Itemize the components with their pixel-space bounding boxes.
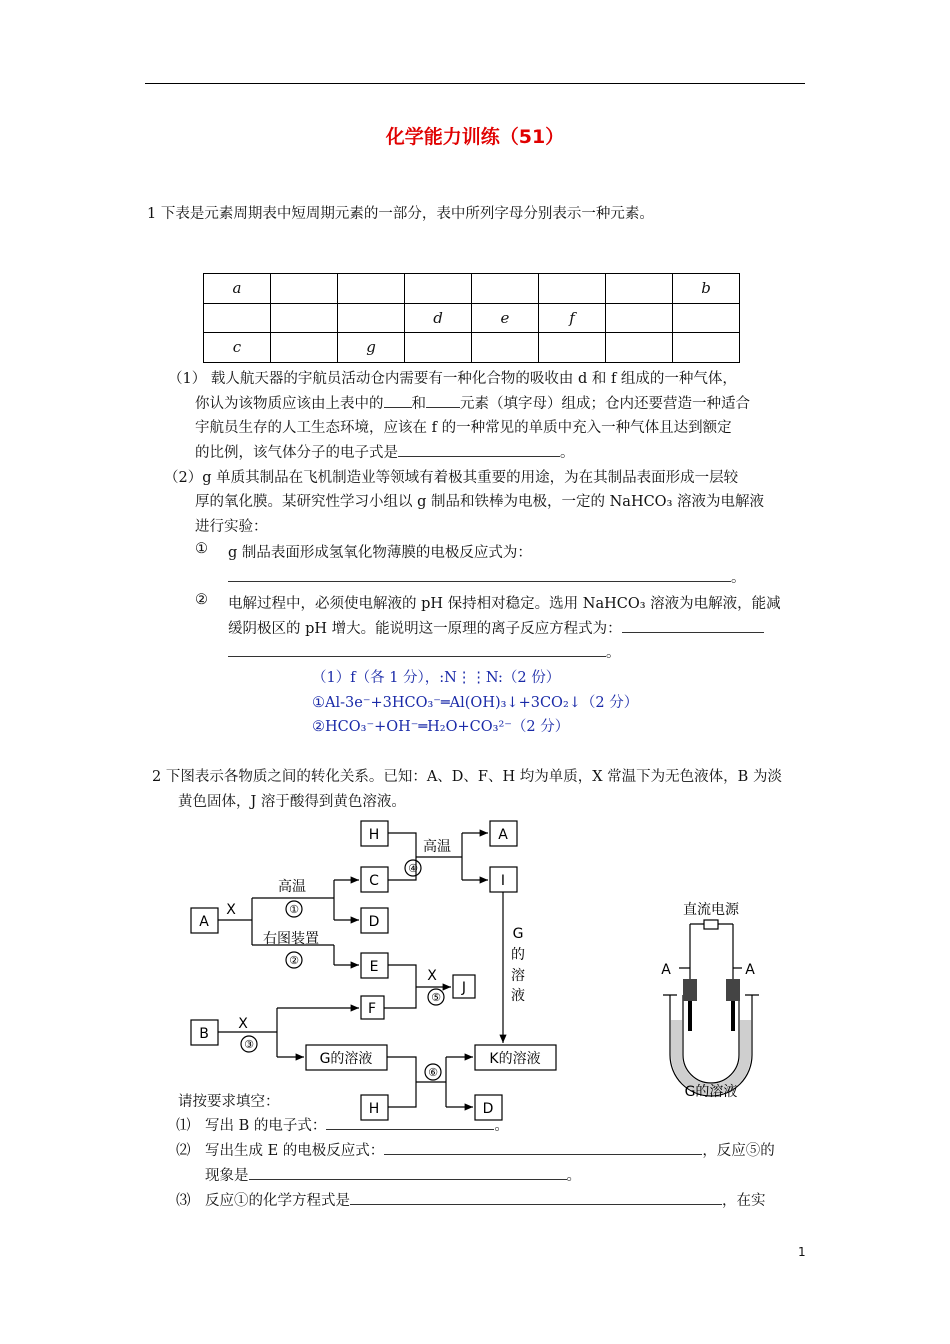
q2-sub1 <box>205 1114 509 1135</box>
diagram-box-label: B <box>199 1026 209 1042</box>
text-run: 。 <box>731 570 746 586</box>
q2-stem-line2: 黄色固体，J 溶于酸得到黄色溶液。 <box>178 794 406 810</box>
power-supply-icon <box>704 920 718 929</box>
right-stopper <box>726 979 740 1001</box>
text-run: 。 <box>494 1118 509 1134</box>
table-cell: f <box>539 303 606 333</box>
left-stopper <box>683 979 697 1001</box>
table-cell: d <box>405 303 472 333</box>
reaction-number: ③ <box>244 1038 254 1051</box>
q1-part2-line1: （2）g 单质其制品在飞机制造业等领域有着极其重要的用途，为在其制品表面形成一层较 <box>164 470 739 486</box>
diagram-box-label: A <box>498 827 508 843</box>
text-run: 反应①的化学方程式是 <box>205 1193 350 1209</box>
answer-blank[interactable] <box>326 1115 494 1130</box>
reagent-label: X <box>226 902 236 918</box>
q1-part1-line3: 宇航员生存的人工生态环境，应该在 f 的一种常见的单质中充入一种气体且达到额定 <box>195 420 732 436</box>
reaction-number: ① <box>289 903 299 916</box>
sub-number: ① <box>195 541 208 557</box>
sub-number: ⑶ <box>176 1193 191 1209</box>
q1-part2-line3: 进行实验： <box>195 519 268 535</box>
text-run: 写出 B 的电子式： <box>205 1118 327 1134</box>
answer-key-line2: ①Al-3e⁻+3HCO₃⁻═Al(OH)₃↓+3CO₂↓（2 分） <box>312 695 639 711</box>
text-run: 。 <box>560 445 575 461</box>
diagram-box-label: A <box>199 914 209 930</box>
text-run: 和 <box>411 396 426 412</box>
reaction-number: ② <box>289 954 299 967</box>
reaction-number: ④ <box>408 862 418 875</box>
text-run: 。 <box>606 645 621 661</box>
reagent-label: X <box>427 968 437 984</box>
answer-key-line3: ②HCO₃⁻+OH⁻═H₂O+CO₃²⁻（2 分） <box>312 719 570 735</box>
q1-sub1-text: g 制品表面形成氢氧化物薄膜的电极反应式为： <box>228 545 532 561</box>
diagram-box-label: K的溶液 <box>489 1051 541 1067</box>
diagram-box-label: F <box>367 1001 377 1017</box>
condition-label: 高温 <box>423 839 451 855</box>
sub-number: ⑵ <box>176 1143 191 1159</box>
answer-key-line1: （1）f（各 1 分），:N⋮⋮N:（2 份） <box>312 670 561 686</box>
q2-sub2-line2 <box>205 1164 581 1185</box>
q2-stem-line1: 2 下图表示各物质之间的转化关系。已知：A、D、F、H 均为单质，X 常温下为无色液体，B 为淡 <box>152 769 782 785</box>
text-run: 元素（填字母）组成；仓内还要营造一种适合 <box>460 396 750 412</box>
text-run: 现象是 <box>205 1168 249 1184</box>
text-run: 的比例，该气体分子的电子式是 <box>195 445 398 461</box>
fill-instruction: 请按要求填空： <box>178 1094 280 1110</box>
power-supply-label: 直流电源 <box>683 902 739 918</box>
diagram-box-label: D <box>368 914 380 930</box>
q1-part1-line1: （1） 载人航天器的宇航员活动仓内需要有一种化合物的吸收由 d 和 f 组成的一种气体， <box>168 371 737 387</box>
electrode-label-left: A <box>661 962 671 978</box>
page-number: 1 <box>798 1245 806 1259</box>
condition-label: 高温 <box>278 879 306 895</box>
q2-sub2-line1 <box>205 1139 775 1160</box>
diagram-box-label: H <box>368 1101 380 1117</box>
text-run: 写出生成 E 的电极反应式： <box>205 1143 385 1159</box>
answer-blank[interactable] <box>350 1190 722 1205</box>
sub-number: ② <box>195 592 208 608</box>
diagram-box-label: H <box>368 827 380 843</box>
table-cell: c <box>204 333 271 363</box>
q1-sub2-line1: 电解过程中，必须使电解液的 pH 保持相对稳定。选用 NaHCO₃ 溶液为电解液，能减 <box>228 596 781 612</box>
page-title: 化学能力训练（51） <box>385 126 565 148</box>
text-run: 缓阴极区的 pH 增大。能说明这一原理的离子反应方程式为： <box>228 621 622 637</box>
vertical-label-char: G <box>512 926 524 942</box>
diagram-box-label: D <box>482 1101 494 1117</box>
table-cell: b <box>673 274 740 304</box>
text-run: 你认为该物质应该由上表中的 <box>195 396 384 412</box>
condition-label: 右图装置 <box>263 931 319 947</box>
diagram-box-label: G的溶液 <box>319 1051 373 1067</box>
reaction-number: ⑤ <box>431 991 441 1004</box>
sub-number: ⑴ <box>176 1118 191 1134</box>
diagram-box-label: C <box>369 873 379 889</box>
electrolysis-apparatus <box>661 901 759 1100</box>
vertical-label-char: 溶 <box>511 968 525 984</box>
diagram-box-label: E <box>369 959 379 975</box>
table-cell: g <box>338 333 405 363</box>
left-electrode <box>688 1001 692 1031</box>
q2-sub3 <box>205 1189 766 1210</box>
reaction-number: ⑥ <box>428 1066 438 1079</box>
right-electrode <box>731 1001 735 1031</box>
table-cell: e <box>472 303 539 333</box>
apparatus-caption: G的溶液 <box>684 1084 738 1100</box>
vertical-label-char: 液 <box>511 988 525 1004</box>
reagent-label: X <box>238 1016 248 1032</box>
electrode-label-right: A <box>745 962 755 978</box>
q1-part2-line2: 厚的氧化膜。某研究性学习小组以 g 制品和铁棒为电极，一定的 NaHCO₃ 溶液为电解液 <box>195 494 764 510</box>
text-run: ，在实 <box>722 1193 766 1209</box>
diagram-box-label: J <box>461 980 467 996</box>
q1-stem: 1 下表是元素周期表中短周期元素的一部分，表中所列字母分别表示一种元素。 <box>147 206 654 222</box>
text-run: ，反应⑤的 <box>702 1143 775 1159</box>
answer-blank[interactable] <box>249 1165 567 1180</box>
text-run: 。 <box>566 1168 581 1184</box>
answer-blank[interactable] <box>384 1140 702 1155</box>
vertical-label-char: 的 <box>511 947 525 963</box>
diagram-box-label: I <box>500 873 506 889</box>
table-cell: a <box>204 274 271 304</box>
